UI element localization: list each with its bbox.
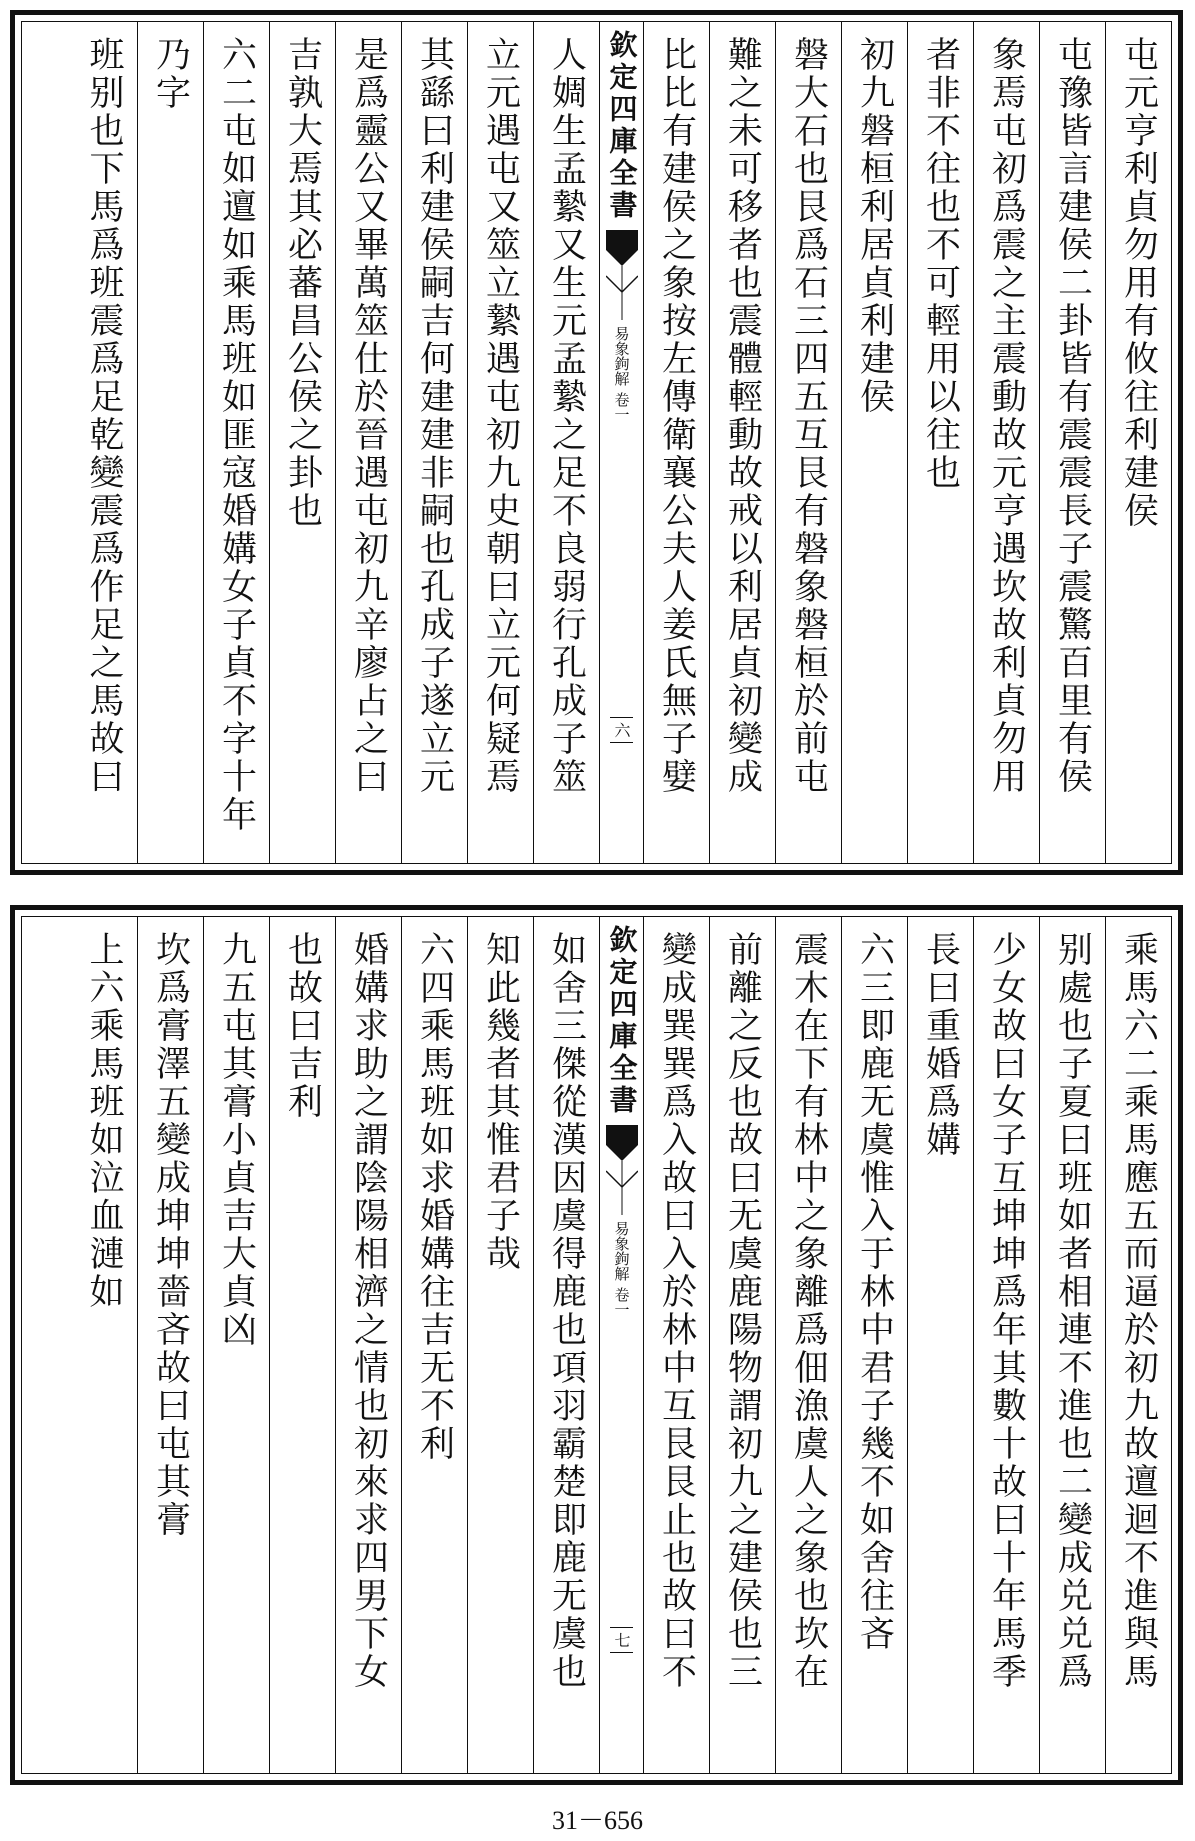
text-column: 如舍三傑從漢因虞得鹿也項羽霸楚即鹿无虞也 (533, 917, 599, 1773)
text-column: 震木在下有林中之象離爲佃漁虞人之象也坎在 (775, 917, 841, 1773)
text-column: 六三即鹿无虞惟入于林中君子幾不如舍往吝 (841, 917, 907, 1773)
text-column: 象焉屯初爲震之主震動故元亨遇坎故利貞勿用 (973, 22, 1039, 863)
bottom-page-text-area (21, 916, 1172, 1774)
top-page-text-area (21, 21, 1172, 864)
text-column: 是爲靈公又畢萬筮仕於晉遇屯初九辛廖占之曰 (335, 22, 401, 863)
page-reference: 31－656 (551, 1806, 643, 1835)
center-gutter (599, 22, 643, 863)
text-column: 人婤生孟縶又生元孟縶之足不良弱行孔成子筮 (533, 22, 599, 863)
text-column: 乃字 (137, 22, 203, 863)
page-number: 六 (610, 717, 633, 743)
text-column: 别處也子夏曰班如者相連不進也二變成兑兑爲 (1039, 917, 1105, 1773)
fish-tail-mark-icon (606, 230, 638, 320)
bottom-page (10, 905, 1183, 1785)
fish-tail-mark-icon (606, 1125, 638, 1215)
center-gutter (599, 917, 643, 1773)
text-column: 變成巽巽爲入故曰入於林中互艮艮止也故曰不 (643, 917, 709, 1773)
text-column: 比比有建侯之象按左傳衛襄公夫人姜氏無子嬖 (643, 22, 709, 863)
gutter-volume: 卷一 (612, 1287, 631, 1317)
gutter-volume: 卷一 (612, 392, 631, 422)
text-column: 屯豫皆言建侯二卦皆有震震長子震驚百里有侯 (1039, 22, 1105, 863)
text-column: 班别也下馬爲班震爲足乾變震爲作足之馬故曰 (84, 36, 124, 796)
text-column: 屯元亨利貞勿用有攸往利建侯 (1105, 22, 1171, 863)
text-column: 少女故曰女子互坤坤爲年其數十故曰十年馬季 (973, 917, 1039, 1773)
text-column: 婚媾求助之謂陰陽相濟之情也初來求四男下女 (335, 917, 401, 1773)
gutter-book-title: 易象鉤解 (612, 1221, 631, 1281)
text-column: 初九磐桓利居貞利建侯 (841, 22, 907, 863)
top-page (10, 10, 1183, 875)
gutter-title: 欽定四庫全書 (605, 30, 639, 222)
text-column: 上六乘馬班如泣血漣如 (84, 931, 124, 1311)
page-number: 七 (610, 1627, 633, 1653)
gutter-book-title: 易象鉤解 (612, 326, 631, 386)
gutter-title: 欽定四庫全書 (605, 925, 639, 1117)
text-column: 坎爲膏澤五變成坤坤嗇吝故曰屯其膏 (137, 917, 203, 1773)
text-column: 難之未可移者也震體輕動故戒以利居貞初變成 (709, 22, 775, 863)
text-column: 長曰重婚爲媾 (907, 917, 973, 1773)
text-column: 前離之反也故曰无虞鹿陽物謂初九之建侯也三 (709, 917, 775, 1773)
text-column: 吉孰大焉其必蕃昌公侯之卦也 (269, 22, 335, 863)
text-column: 六二屯如邅如乘馬班如匪寇婚媾女子貞不字十年 (203, 22, 269, 863)
text-column: 立元遇屯又筮立縶遇屯初九史朝曰立元何疑焉 (467, 22, 533, 863)
text-column: 知此幾者其惟君子哉 (467, 917, 533, 1773)
text-column: 其繇曰利建侯嗣吉何建建非嗣也孔成子遂立元 (401, 22, 467, 863)
text-column: 磐大石也艮爲石三四五互艮有磐象磐桓於前屯 (775, 22, 841, 863)
text-column: 者非不往也不可輕用以往也 (907, 22, 973, 863)
text-column: 六四乘馬班如求婚媾往吉无不利 (401, 917, 467, 1773)
text-column: 九五屯其膏小貞吉大貞凶 (203, 917, 269, 1773)
text-column: 乘馬六二乘馬應五而逼於初九故邅迴不進與馬 (1105, 917, 1171, 1773)
text-column: 也故曰吉利 (269, 917, 335, 1773)
